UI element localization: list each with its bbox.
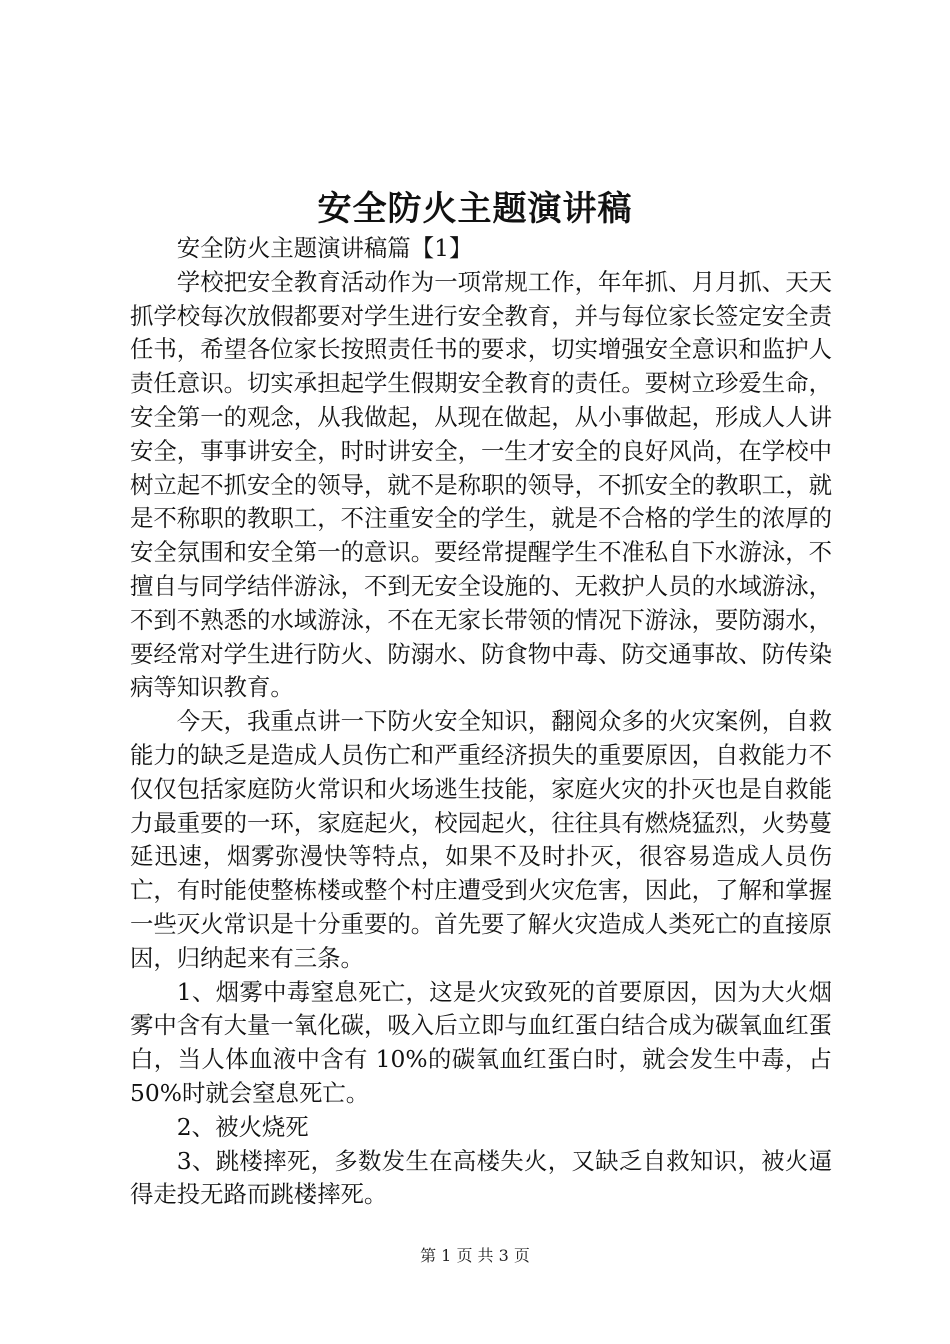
- paragraph-cause-smoke: 1、烟雾中毒窒息死亡，这是火灾致死的首要原因，因为大火烟雾中含有大量一氧化碳，吸入后立即与血红蛋白结合成为碳氧血红蛋白，当人体血液中含有 10%的碳氧血红蛋白时，就会发生中毒，占 50%时就会窒息死亡。: [130, 977, 832, 1107]
- page-number-footer: 第 1 页 共 3 页: [420, 1246, 530, 1265]
- document-body: [130, 232, 832, 1212]
- section-heading: 安全防火主题演讲稿篇【1】: [176, 234, 473, 262]
- paragraph-cause-jump: 3、跳楼摔死，多数发生在高楼失火，又缺乏自救知识，被火逼得走投无路而跳楼摔死。: [130, 1146, 832, 1209]
- paragraph-safety-education: 学校把安全教育活动作为一项常规工作，年年抓、月月抓、天天抓学校每次放假都要对学生进行安全教育，并与每位家长签定安全责任书，希望各位家长按照责任书的要求，切实增强安全意识和监护人责任意识。切实承担起学生假期安全教育的责任。要树立珍爱生命，安全第一的观念，从我做起，从现在做起，从小事做起，形成人人讲安全，事事讲安全，时时讲安全，一生才安全的良好风尚，在学校中树立起不抓安全的领导，就不是称职的领导，不抓安全的教职工，就是不称职的教职工，不注重安全的学生，就是不合格的学生的浓厚的安全氛围和安全第一的意识。要经常提醒学生不准私自下水游泳，不擅自与同学结伴游泳，不到无安全设施的、无救护人员的水域游泳，不到不熟悉的水域游泳，不在无家长带领的情况下游泳，要防溺水，要经常对学生进行防火、防溺水、防食物中毒、防交通事故、防传染病等知识教育。: [130, 267, 832, 702]
- paragraph-cause-burn: 2、被火烧死: [176, 1112, 309, 1141]
- paragraph-fire-knowledge: 今天，我重点讲一下防火安全知识，翻阅众多的火灾案例，自救能力的缺乏是造成人员伤亡和严重经济损失的重要原因，自救能力不仅仅包括家庭防火常识和火场逃生技能，家庭火灾的扑灭也是自救能力最重要的一环，家庭起火，校园起火，往往具有燃烧猛烈，火势蔓延迅速，烟雾弥漫快等特点，如果不及时扑灭，很容易造成人员伤亡，有时能使整栋楼或整个村庄遭受到火灾危害，因此，了解和掌握一些灭火常识是十分重要的。首先要了解火灾造成人类死亡的直接原因，归纳起来有三条。: [130, 707, 832, 972]
- document-title: 安全防火主题演讲稿: [317, 189, 633, 229]
